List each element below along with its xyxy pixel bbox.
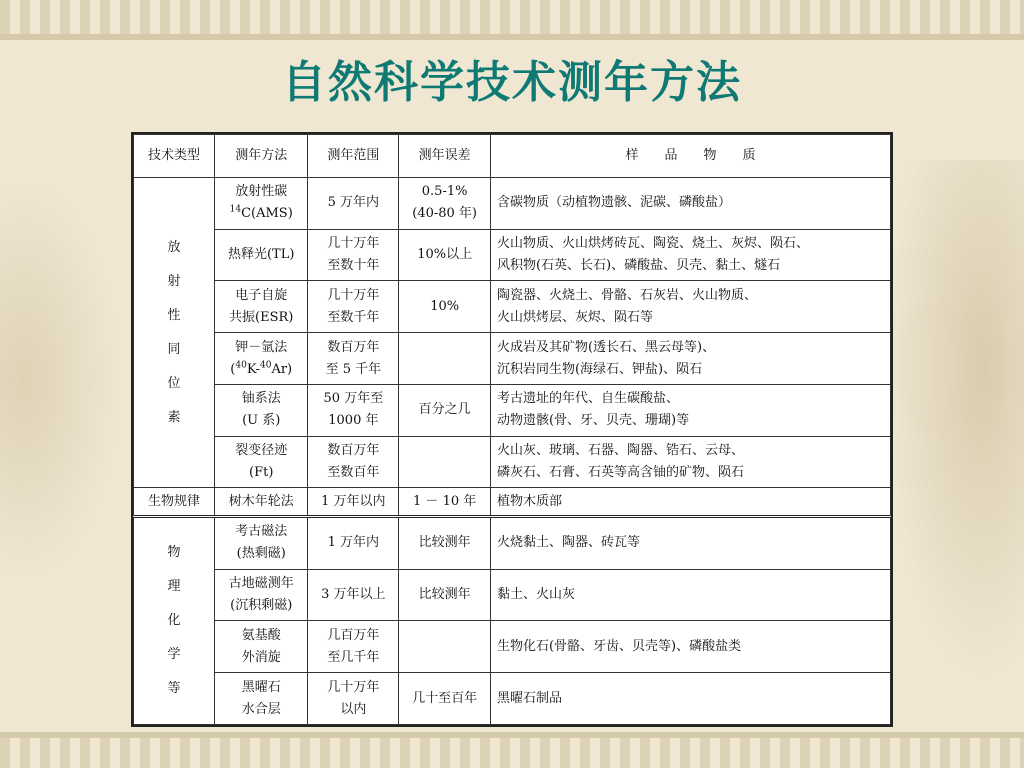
error-cell: 比较测年: [399, 516, 491, 569]
method-cell: 树木年轮法: [215, 488, 308, 517]
method-cell: 放射性碳 $^{14}$C(AMS): [215, 178, 308, 230]
sample-cell: 火山物质、火山烘烤砖瓦、陶瓷、烧土、灰烬、陨石、 风积物(石英、长石)、磷酸盐、贝壳、黏土、燧石: [490, 229, 890, 281]
method-cell: 钾－氩法 ($^{40}$K-$^{40}$Ar): [215, 333, 308, 385]
category-physics-chemistry: 物 理 化 学 等: [134, 516, 215, 724]
sample-cell: 黏土、火山灰: [490, 569, 890, 621]
range-cell: 几十万年 至数千年: [308, 281, 399, 333]
table-row: [134, 569, 891, 621]
table-row: [134, 488, 891, 517]
error-cell: 1 － 10 年: [399, 488, 491, 517]
error-cell: 10%以上: [399, 229, 491, 281]
method-cell: 黑曜石 水合层: [215, 673, 308, 725]
error-cell: [399, 333, 491, 385]
range-cell: 3 万年以上: [308, 569, 399, 621]
category-biological: 生物规律: [134, 488, 215, 517]
method-cell: 电子自旋 共振(ESR): [215, 281, 308, 333]
header-error: 测年误差: [399, 135, 491, 178]
method-cell: 氨基酸 外消旋: [215, 621, 308, 673]
range-cell: 5 万年内: [308, 178, 399, 230]
table-row: [134, 281, 891, 333]
range-cell: 数百万年 至数百年: [308, 436, 399, 488]
table-header-row: [134, 135, 891, 178]
range-cell: 1 万年内: [308, 516, 399, 569]
sample-cell: 含碳物质（动植物遗骸、泥碳、磷酸盐）: [490, 178, 890, 230]
sample-cell: 考古遗址的年代、自生碳酸盐、 动物遗骸(骨、牙、贝壳、珊瑚)等: [490, 384, 890, 436]
error-cell: [399, 621, 491, 673]
range-cell: 几十万年 以内: [308, 673, 399, 725]
range-cell: 50 万年至 1000 年: [308, 384, 399, 436]
error-cell: 10%: [399, 281, 491, 333]
sample-cell: 火山灰、玻璃、石器、陶器、锆石、云母、 磷灰石、石膏、石英等高含铀的矿物、陨石: [490, 436, 890, 488]
sample-cell: 生物化石(骨骼、牙齿、贝壳等)、磷酸盐类: [490, 621, 890, 673]
table-row: [134, 436, 891, 488]
background-decoration-right: [884, 160, 1024, 680]
error-cell: 比较测年: [399, 569, 491, 621]
error-cell: 几十至百年: [399, 673, 491, 725]
method-cell: 考古磁法 (热剩磁): [215, 516, 308, 569]
page-title: 自然科学技术测年方法: [282, 57, 742, 108]
method-cell: 古地磁测年 (沉积剩磁): [215, 569, 308, 621]
table-row: [134, 229, 891, 281]
error-cell: 百分之几: [399, 384, 491, 436]
range-cell: 几十万年 至数十年: [308, 229, 399, 281]
header-method: 测年方法: [215, 135, 308, 178]
range-cell: 数百万年 至 5 千年: [308, 333, 399, 385]
sample-cell: 陶瓷器、火烧土、骨骼、石灰岩、火山物质、 火山烘烤层、灰烬、陨石等: [490, 281, 890, 333]
header-range: 测年范围: [308, 135, 399, 178]
category-radioactive-isotope: 放 射 性 同 位 素: [134, 178, 215, 488]
sample-cell: 黑曜石制品: [490, 673, 890, 725]
sample-cell: 火烧黏土、陶器、砖瓦等: [490, 516, 890, 569]
sample-cell: 植物木质部: [490, 488, 890, 517]
table-row: [134, 333, 891, 385]
range-cell: 1 万年以内: [308, 488, 399, 517]
method-cell: 铀系法 (U 系): [215, 384, 308, 436]
table-row: [134, 673, 891, 725]
error-cell: 0.5-1% (40-80 年): [399, 178, 491, 230]
error-cell: [399, 436, 491, 488]
decorative-border-bottom: [0, 732, 1024, 768]
method-cell: 热释光(TL): [215, 229, 308, 281]
table-row: [134, 178, 891, 230]
method-cell: 裂变径迹 (Ft): [215, 436, 308, 488]
sample-cell: 火成岩及其矿物(透长石、黑云母等)、 沉积岩同生物(海绿石、钾盐)、陨石: [490, 333, 890, 385]
header-sample: 样 品 物 质: [490, 135, 890, 178]
header-tech-type: 技术类型: [134, 135, 215, 178]
background-decoration-left: [0, 180, 120, 580]
decorative-border-top: [0, 0, 1024, 40]
table-row: [134, 516, 891, 569]
dating-methods-table: [131, 132, 893, 727]
range-cell: 几百万年 至几千年: [308, 621, 399, 673]
table-row: [134, 384, 891, 436]
table-row: [134, 621, 891, 673]
